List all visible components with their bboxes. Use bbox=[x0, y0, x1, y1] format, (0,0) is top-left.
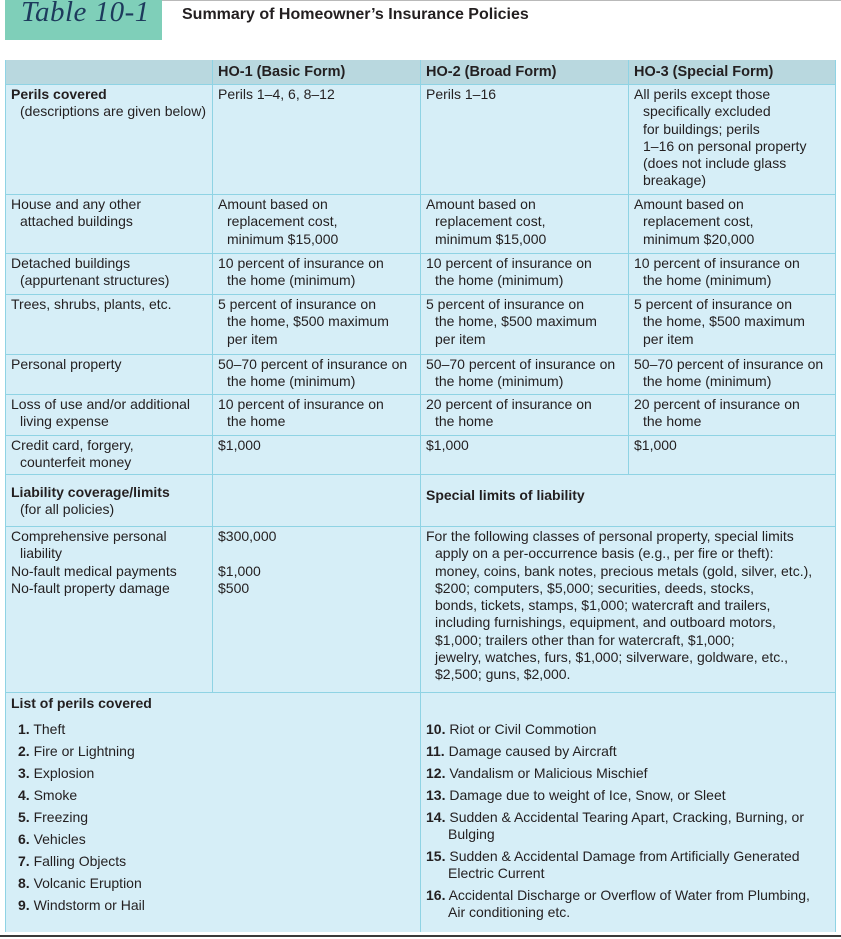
cell-ho1 bbox=[218, 296, 389, 348]
spacer bbox=[218, 545, 276, 562]
peril-text: Bulging bbox=[448, 826, 495, 842]
row-label-line: Personal property bbox=[11, 356, 122, 372]
cell-ho1-line: 50–70 percent of insurance on bbox=[218, 356, 408, 372]
peril-item-line bbox=[426, 787, 726, 804]
cell-ho3-line: $1,000 bbox=[634, 437, 677, 453]
special-limits-text-line: bonds, tickets, stamps, $1,000; watercraft and trailers, bbox=[435, 597, 771, 614]
cell-ho3-line: per item bbox=[643, 330, 694, 347]
column-divider bbox=[628, 60, 629, 474]
cell-ho2 bbox=[426, 396, 592, 431]
cell-ho1-line: the home, $500 maximum bbox=[227, 313, 389, 330]
cell-ho3 bbox=[634, 86, 806, 190]
peril-item-line bbox=[426, 887, 810, 904]
cell-ho3-line: breakage) bbox=[643, 172, 707, 189]
special-limits-text-line: $200; computers, $5,000; securities, deeds, stocks, bbox=[435, 579, 755, 596]
cell-ho2-line: the home (minimum) bbox=[435, 272, 564, 289]
cell-ho2-line: Perils 1–16 bbox=[426, 86, 497, 102]
row-label bbox=[11, 296, 172, 313]
peril-text: Windstorm or Hail bbox=[33, 897, 145, 913]
liability-item-label: No-fault medical payments bbox=[11, 562, 177, 579]
special-limits-text-line: $2,500; guns, $2,000. bbox=[435, 666, 571, 683]
cell-ho1 bbox=[218, 396, 384, 431]
special-limits-heading: Special limits of liability bbox=[426, 487, 585, 503]
peril-item bbox=[426, 887, 810, 921]
cell-ho2 bbox=[426, 196, 546, 248]
row-label-line: Loss of use and/or additional bbox=[11, 396, 191, 412]
peril-item-line bbox=[18, 809, 88, 826]
cell-ho2-line: the home (minimum) bbox=[435, 373, 564, 390]
peril-text: Vandalism or Malicious Mischief bbox=[449, 765, 648, 781]
cell-ho3 bbox=[634, 296, 805, 348]
cell-ho2 bbox=[426, 356, 615, 391]
special-limits-text-line: including furnishings, equipment, and outboard motors, bbox=[435, 614, 776, 631]
peril-number: 1. bbox=[18, 721, 30, 737]
peril-item bbox=[426, 809, 804, 843]
liability-item-values bbox=[218, 528, 276, 597]
cell-ho1-line: the home bbox=[227, 413, 286, 430]
cell-ho1-line: Perils 1–4, 6, 8–12 bbox=[218, 86, 335, 102]
peril-item-line bbox=[18, 897, 145, 914]
cell-ho3-line: the home, $500 maximum bbox=[643, 313, 805, 330]
column-header-ho3: HO-3 (Special Form) bbox=[628, 60, 836, 84]
cell-ho1 bbox=[218, 196, 338, 248]
cell-ho2 bbox=[426, 86, 496, 103]
peril-item-line bbox=[18, 875, 142, 892]
column-header-blank bbox=[5, 60, 212, 84]
cell-ho2 bbox=[426, 296, 597, 348]
special-limits-text-line: money, coins, bank notes, precious metals (gold, silver, etc.), bbox=[435, 562, 813, 579]
special-limits-text bbox=[426, 528, 812, 684]
column-header-ho1: HO-1 (Basic Form) bbox=[212, 60, 420, 84]
peril-item-line bbox=[426, 848, 800, 865]
cell-ho1 bbox=[218, 86, 335, 103]
peril-item-line bbox=[18, 721, 65, 738]
row-label-line: Perils covered bbox=[11, 86, 107, 102]
cell-ho2-line: 10 percent of insurance on bbox=[426, 255, 592, 271]
column-header-ho2: HO-2 (Broad Form) bbox=[420, 60, 628, 84]
peril-text: Damage caused by Aircraft bbox=[448, 743, 617, 759]
column-divider bbox=[420, 60, 421, 932]
liability-item-label: No-fault property damage bbox=[11, 579, 170, 596]
bottom-rule bbox=[0, 935, 841, 937]
row-label-line: (descriptions are given below) bbox=[20, 103, 206, 120]
peril-number: 6. bbox=[18, 831, 30, 847]
row-label bbox=[11, 196, 141, 231]
perils-heading: List of perils covered bbox=[11, 695, 152, 711]
peril-text: Theft bbox=[33, 721, 66, 737]
cell-ho3-line: 20 percent of insurance on bbox=[634, 396, 800, 412]
cell-ho3 bbox=[634, 356, 823, 391]
peril-number: 14. bbox=[426, 809, 446, 825]
insurance-summary-table bbox=[5, 60, 836, 932]
peril-item bbox=[18, 831, 86, 848]
table-number-label: Table 10-1 bbox=[21, 0, 150, 28]
cell-ho3 bbox=[634, 396, 800, 431]
row-label-line: (appurtenant structures) bbox=[20, 272, 170, 289]
liability-subheading: (for all policies) bbox=[20, 501, 115, 518]
peril-text: Electric Current bbox=[448, 865, 545, 881]
peril-number: 9. bbox=[18, 897, 30, 913]
cell-ho2-line: the home, $500 maximum bbox=[435, 313, 597, 330]
peril-item-line bbox=[18, 743, 135, 760]
peril-item bbox=[18, 765, 94, 782]
peril-number: 5. bbox=[18, 809, 30, 825]
cell-ho2-line: minimum $15,000 bbox=[435, 230, 547, 247]
peril-item-line bbox=[18, 787, 77, 804]
row-label-line: Trees, shrubs, plants, etc. bbox=[11, 296, 172, 312]
cell-ho3-line: the home (minimum) bbox=[643, 272, 772, 289]
liability-item-value: $500 bbox=[218, 579, 250, 596]
cell-ho3-line: 1–16 on personal property bbox=[643, 137, 807, 154]
peril-item-line bbox=[426, 721, 596, 738]
cell-ho1-line: the home (minimum) bbox=[227, 373, 356, 390]
cell-ho3-line: 5 percent of insurance on bbox=[634, 296, 792, 312]
cell-ho3-line: replacement cost, bbox=[643, 213, 754, 230]
special-limits-text-line: jewelry, watches, furs, $1,000; silverware, goldware, etc., bbox=[435, 649, 789, 666]
row-label bbox=[11, 86, 206, 121]
cell-ho1-line: Amount based on bbox=[218, 196, 328, 212]
peril-item bbox=[18, 853, 126, 870]
cell-ho2-line: 50–70 percent of insurance on bbox=[426, 356, 616, 372]
peril-text: Volcanic Eruption bbox=[33, 875, 142, 891]
peril-text: Fire or Lightning bbox=[33, 743, 135, 759]
peril-number: 2. bbox=[18, 743, 30, 759]
peril-item bbox=[18, 721, 65, 738]
peril-number: 13. bbox=[426, 787, 446, 803]
peril-item-line bbox=[426, 904, 810, 921]
peril-text: Explosion bbox=[33, 765, 95, 781]
cell-ho1 bbox=[218, 356, 407, 391]
cell-ho1 bbox=[218, 255, 384, 290]
peril-number: 7. bbox=[18, 853, 30, 869]
peril-text: Vehicles bbox=[33, 831, 86, 847]
peril-item-line bbox=[18, 853, 126, 870]
peril-number: 16. bbox=[426, 887, 446, 903]
cell-ho1-line: 10 percent of insurance on bbox=[218, 396, 384, 412]
cell-ho1-line: 10 percent of insurance on bbox=[218, 255, 384, 271]
liability-heading-text: Liability coverage/limits bbox=[11, 484, 170, 500]
cell-ho3-line: 50–70 percent of insurance on bbox=[634, 356, 824, 372]
row-label-line: living expense bbox=[20, 413, 109, 430]
cell-ho2-line: 20 percent of insurance on bbox=[426, 396, 592, 412]
peril-text: Sudden & Accidental Tearing Apart, Cracking, Burning, or bbox=[449, 809, 804, 825]
cell-ho2-line: the home bbox=[435, 413, 494, 430]
liability-item-value: $1,000 bbox=[218, 562, 261, 579]
special-limits-text-line: For the following classes of personal property, special limits bbox=[426, 528, 794, 544]
liability-item-label: Comprehensive personal bbox=[11, 528, 167, 544]
cell-ho1-line: replacement cost, bbox=[227, 213, 338, 230]
row-label bbox=[11, 255, 169, 290]
peril-item bbox=[18, 787, 77, 804]
peril-item-line bbox=[426, 809, 804, 826]
special-limits-text-line: $1,000; trailers other than for watercraft, $1,000; bbox=[435, 631, 735, 648]
row-label bbox=[11, 437, 134, 472]
liability-item-label: liability bbox=[20, 545, 63, 562]
cell-ho1-line: the home (minimum) bbox=[227, 272, 356, 289]
row-label bbox=[11, 396, 190, 431]
cell-ho1-line: $1,000 bbox=[218, 437, 261, 453]
table-title: Summary of Homeowner’s Insurance Policies bbox=[182, 6, 529, 23]
peril-item bbox=[18, 875, 142, 892]
row-label bbox=[11, 356, 122, 373]
cell-ho2-line: replacement cost, bbox=[435, 213, 546, 230]
cell-ho3-line: All perils except those bbox=[634, 86, 771, 102]
cell-ho3-line: for buildings; perils bbox=[643, 120, 760, 137]
cell-ho3 bbox=[634, 437, 677, 454]
cell-ho2-line: per item bbox=[435, 330, 486, 347]
cell-ho2-line: $1,000 bbox=[426, 437, 469, 453]
peril-number: 4. bbox=[18, 787, 30, 803]
cell-ho3-line: minimum $20,000 bbox=[643, 230, 755, 247]
peril-number: 8. bbox=[18, 875, 30, 891]
peril-number: 12. bbox=[426, 765, 446, 781]
peril-text: Air conditioning etc. bbox=[448, 904, 571, 920]
peril-item bbox=[426, 765, 648, 782]
cell-ho3-line: 10 percent of insurance on bbox=[634, 255, 800, 271]
peril-item bbox=[18, 897, 145, 914]
cell-ho3 bbox=[634, 196, 754, 248]
peril-item-line bbox=[426, 826, 804, 843]
cell-ho3-line: (does not include glass bbox=[643, 155, 787, 172]
cell-ho2-line: Amount based on bbox=[426, 196, 536, 212]
row-label-line: House and any other bbox=[11, 196, 141, 212]
peril-number: 15. bbox=[426, 848, 446, 864]
special-limits-text-line: apply on a per-occurrence basis (e.g., per fire or theft): bbox=[435, 545, 774, 562]
column-divider bbox=[212, 60, 213, 692]
peril-number: 10. bbox=[426, 721, 446, 737]
peril-item-line bbox=[18, 831, 86, 848]
peril-item bbox=[426, 743, 617, 760]
peril-text: Freezing bbox=[33, 809, 89, 825]
row-label-line: attached buildings bbox=[20, 213, 133, 230]
peril-item-line bbox=[426, 865, 800, 882]
peril-item-line bbox=[18, 765, 94, 782]
cell-ho3-line: Amount based on bbox=[634, 196, 744, 212]
table-right-border bbox=[835, 60, 836, 932]
cell-ho1-line: per item bbox=[227, 330, 278, 347]
row-label-line: counterfeit money bbox=[20, 454, 132, 471]
peril-item-line bbox=[426, 743, 617, 760]
peril-text: Smoke bbox=[33, 787, 78, 803]
peril-item-line bbox=[426, 765, 648, 782]
row-label-line: Detached buildings bbox=[11, 255, 131, 271]
cell-ho3-line: the home (minimum) bbox=[643, 373, 772, 390]
peril-item bbox=[426, 721, 596, 738]
table-left-border bbox=[5, 60, 6, 932]
peril-number: 3. bbox=[18, 765, 30, 781]
cell-ho2 bbox=[426, 255, 592, 290]
peril-text: Riot or Civil Commotion bbox=[449, 721, 597, 737]
cell-ho1 bbox=[218, 437, 261, 454]
liability-item-value: $300,000 bbox=[218, 528, 277, 544]
peril-number: 11. bbox=[426, 743, 445, 759]
cell-ho2 bbox=[426, 437, 469, 454]
peril-item bbox=[18, 809, 88, 826]
cell-ho2-line: 5 percent of insurance on bbox=[426, 296, 584, 312]
peril-item bbox=[18, 743, 135, 760]
cell-ho1-line: 5 percent of insurance on bbox=[218, 296, 376, 312]
peril-text: Sudden & Accidental Damage from Artificially Generated bbox=[449, 848, 800, 864]
peril-text: Damage due to weight of Ice, Snow, or Sleet bbox=[449, 787, 726, 803]
table-header bbox=[0, 0, 841, 44]
peril-text: Falling Objects bbox=[33, 853, 127, 869]
liability-heading bbox=[11, 484, 170, 519]
cell-ho3-line: specifically excluded bbox=[643, 103, 771, 120]
liability-item-labels bbox=[11, 528, 177, 597]
row-label-line: Credit card, forgery, bbox=[11, 437, 134, 453]
table-number-tab bbox=[5, 0, 162, 40]
peril-item bbox=[426, 787, 726, 804]
cell-ho1-line: minimum $15,000 bbox=[227, 230, 339, 247]
peril-text: Accidental Discharge or Overflow of Water from Plumbing, bbox=[448, 887, 810, 903]
peril-item bbox=[426, 848, 800, 882]
cell-ho3 bbox=[634, 255, 800, 290]
cell-ho3-line: the home bbox=[643, 413, 702, 430]
